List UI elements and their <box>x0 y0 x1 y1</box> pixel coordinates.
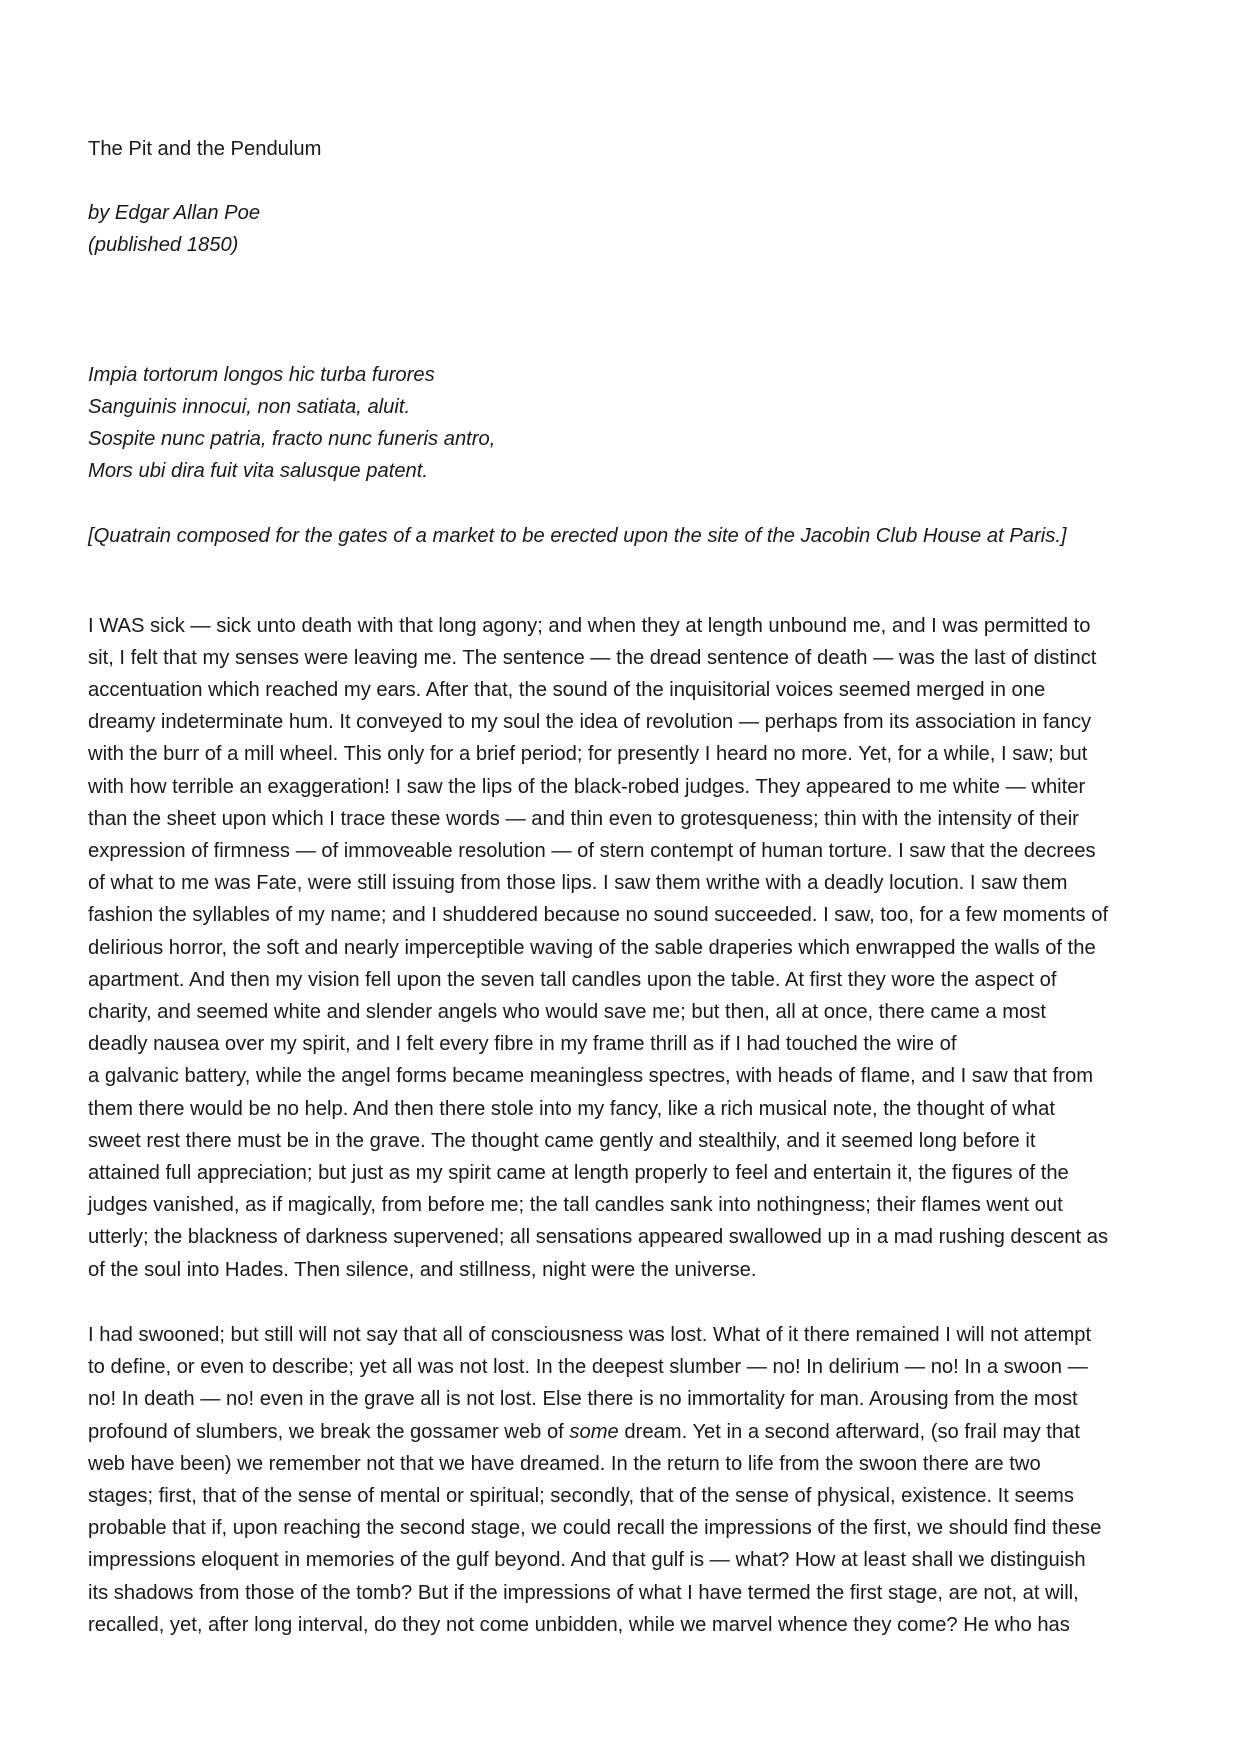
text-line: them there would be no help. And then there stole into my fancy, like a rich musical note, the thought of what <box>88 1097 1055 1120</box>
text-line: no! In death — no! even in the grave all is not lost. Else there is no immortality for man. Arousing from the most <box>88 1388 1078 1411</box>
epigraph <box>88 359 1168 488</box>
text-run: dream. Yet in a second afterward, (so frail may that <box>618 1420 1080 1443</box>
text-line: dreamy indeterminate hum. It conveyed to my soul the idea of revolution — perhaps from its association in fancy <box>88 711 1092 734</box>
document-page <box>88 133 1168 1641</box>
text-line: of what to me was Fate, were still issuing from those lips. I saw them writhe with a deadly locution. I saw them <box>88 872 1068 895</box>
text-line: judges vanished, as if magically, from before me; the tall candles sank into nothingness; their flames went out <box>88 1194 1063 1217</box>
text-line: delirious horror, the soft and nearly imperceptible waving of the sable draperies which enwrapped the walls of the <box>88 936 1096 959</box>
text-line: stages; first, that of the sense of mental or spiritual; secondly, that of the sense of physical, existence. It seems <box>88 1484 1074 1507</box>
epigraph-line: Impia tortorum longos hic turba furores <box>88 363 435 386</box>
epigraph-line: Mors ubi dira fuit vita salusque patent. <box>88 460 429 483</box>
text-line: charity, and seemed white and slender angels who would save me; but then, all at once, there came a most <box>88 1001 1046 1024</box>
text-line: to define, or even to describe; yet all was not lost. In the deepest slumber — no! In delirium — no! In a swoon — <box>88 1356 1088 1379</box>
text-line: accentuation which reached my ears. After that, the sound of the inquisitorial voices seemed merged in one <box>88 679 1046 702</box>
text-line: sit, I felt that my senses were leaving me. The sentence — the dread sentence of death — was the last of distinct <box>88 646 1097 669</box>
text-line: I had swooned; but still will not say that all of consciousness was lost. What of it there remained I will not attempt <box>88 1323 1092 1346</box>
emphasis-word: some <box>569 1420 619 1443</box>
paragraph-1 <box>88 610 1168 1286</box>
text-line: of the soul into Hades. Then silence, and stillness, night were the universe. <box>88 1258 757 1281</box>
text-line: apartment. And then my vision fell upon the seven tall candles upon the table. At first they wore the aspect of <box>88 968 1057 991</box>
text-line: web have been) we remember not that we have dreamed. In the return to life from the swoon there are two <box>88 1452 1041 1475</box>
epigraph-note: [Quatrain composed for the gates of a market to be erected upon the site of the Jacobin Club House at Paris.] <box>88 525 1067 548</box>
text-line: its shadows from those of the tomb? But if the impressions of what I have termed the first stage, are not, at will, <box>88 1581 1079 1604</box>
epigraph-line: Sospite nunc patria, fracto nunc funeris antro, <box>88 428 496 451</box>
text-line: I WAS sick — sick unto death with that long agony; and when they at length unbound me, and I was permitted to <box>88 614 1091 637</box>
paragraph-2 <box>88 1319 1168 1641</box>
text-line-with-emphasis <box>88 1416 1168 1448</box>
text-line: deadly nausea over my spirit, and I felt every fibre in my frame thrill as if I had touched the wire of <box>88 1033 957 1056</box>
text-line: a galvanic battery, while the angel forms became meaningless spectres, with heads of flame, and I saw that from <box>88 1065 1094 1088</box>
text-line: with the burr of a mill wheel. This only for a brief period; for presently I heard no more. Yet, for a while, I saw; but <box>88 743 1088 766</box>
byline <box>88 197 1168 261</box>
text-line: sweet rest there must be in the grave. The thought came gently and stealthily, and it seemed long before it <box>88 1129 1036 1152</box>
text-line: recalled, yet, after long interval, do they not come unbidden, while we marvel whence they come? He who has <box>88 1613 1070 1636</box>
text-line: fashion the syllables of my name; and I shuddered because no sound succeeded. I saw, too, for a few moments of <box>88 904 1109 927</box>
epigraph-line: Sanguinis innocui, non satiata, aluit. <box>88 395 411 418</box>
text-line: with how terrible an exaggeration! I saw the lips of the black-robed judges. They appeared to me white — whiter <box>88 775 1086 798</box>
text-line: than the sheet upon which I trace these words — and thin even to grotesqueness; thin with the intensity of their <box>88 807 1079 830</box>
document-title: The Pit and the Pendulum <box>88 138 322 160</box>
text-line: probable that if, upon reaching the second stage, we could recall the impressions of the first, we should find these <box>88 1517 1102 1540</box>
text-line: impressions eloquent in memories of the gulf beyond. And that gulf is — what? How at least shall we distinguish <box>88 1549 1086 1572</box>
author-line: by Edgar Allan Poe <box>88 202 261 225</box>
text-line: attained full appreciation; but just as my spirit came at length properly to feel and entertain it, the figures of the <box>88 1162 1069 1185</box>
text-run: profound of slumbers, we break the gossamer web of <box>88 1420 570 1443</box>
text-line: utterly; the blackness of darkness supervened; all sensations appeared swallowed up in a mad rushing descent as <box>88 1226 1109 1249</box>
published-line: (published 1850) <box>88 234 239 257</box>
text-line: expression of firmness — of immoveable resolution — of stern contempt of human torture. I saw that the decrees <box>88 840 1096 863</box>
